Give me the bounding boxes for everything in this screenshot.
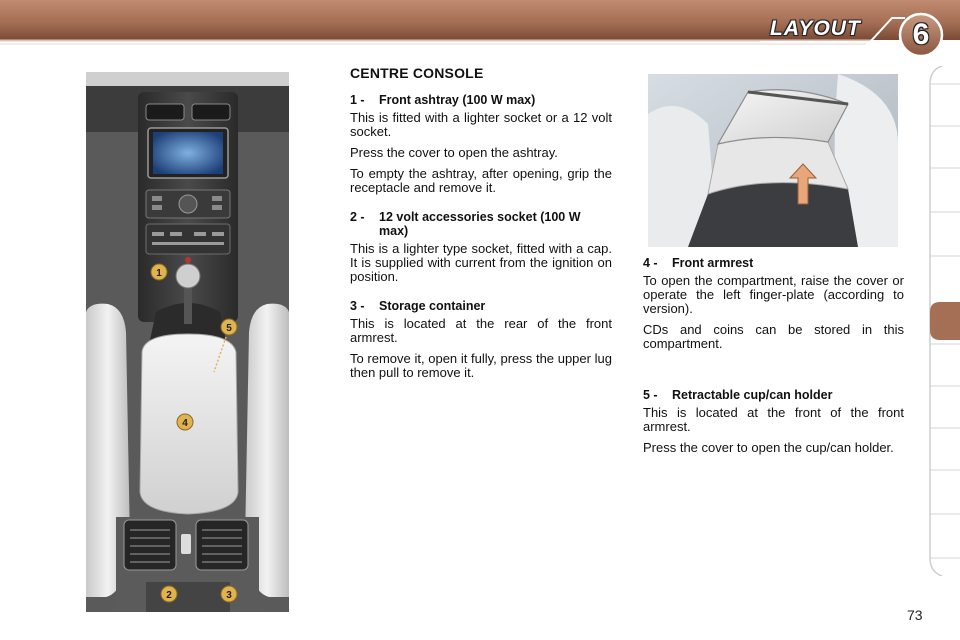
item-title: Front ashtray (100 W max): [379, 93, 536, 107]
item-paragraph: This is fitted with a lighter socket or a 12 volt socket.: [350, 110, 612, 139]
item-number: 2 -: [350, 210, 365, 224]
item-5: [643, 388, 904, 455]
callout-4-label: 4: [182, 418, 188, 429]
centre-console-text-column: [350, 66, 612, 387]
callout-5-label: 5: [226, 323, 232, 334]
page-number: 73: [907, 607, 923, 623]
item-1: [350, 93, 612, 195]
section-title: CENTRE CONSOLE: [350, 65, 484, 81]
item-number: 5 -: [643, 388, 658, 402]
front-armrest-photo: [648, 74, 898, 247]
item-number: 1 -: [350, 93, 365, 107]
chapter-tab-strip: [928, 66, 960, 576]
item-3: [350, 299, 612, 380]
active-chapter-tab: [930, 302, 960, 340]
item-title: Storage container: [379, 299, 486, 313]
item-title: Front armrest: [672, 256, 754, 270]
item-paragraph: To empty the ashtray, after opening, grip the receptacle and remove it.: [350, 166, 612, 195]
item-paragraph: To remove it, open it fully, press the upper lug then pull to remove it.: [350, 351, 612, 380]
item-paragraph: This is located at the rear of the front armrest.: [350, 316, 612, 345]
item-paragraph: CDs and coins can be stored in this compartment.: [643, 322, 904, 351]
callout-1-label: 1: [156, 268, 162, 279]
callout-2-label: 2: [166, 590, 172, 601]
item-4: [643, 256, 904, 351]
item-title: 12 volt accessories socket (100 W max): [379, 210, 581, 238]
item-2: [350, 210, 612, 284]
centre-console-photo: [86, 72, 289, 612]
item-paragraph: Press the cover to open the ashtray.: [350, 145, 558, 160]
item-number: 4 -: [643, 256, 658, 270]
callout-3-label: 3: [226, 590, 232, 601]
item-paragraph: To open the compartment, raise the cover or operate the left finger-plate (according to version).: [643, 273, 904, 316]
armrest-text-column: [643, 256, 904, 462]
chapter-title: LAYOUT: [770, 17, 861, 40]
item-paragraph: Press the cover to open the cup/can holder.: [643, 440, 894, 455]
item-title: Retractable cup/can holder: [672, 388, 833, 402]
item-paragraph: This is a lighter type socket, fitted with a cap. It is supplied with current from the ignition on position.: [350, 241, 612, 284]
chapter-number-badge: 6: [912, 18, 930, 51]
item-number: 3 -: [350, 299, 365, 313]
item-paragraph: This is located at the front of the front armrest.: [643, 405, 904, 434]
chapter-header: [0, 0, 960, 50]
